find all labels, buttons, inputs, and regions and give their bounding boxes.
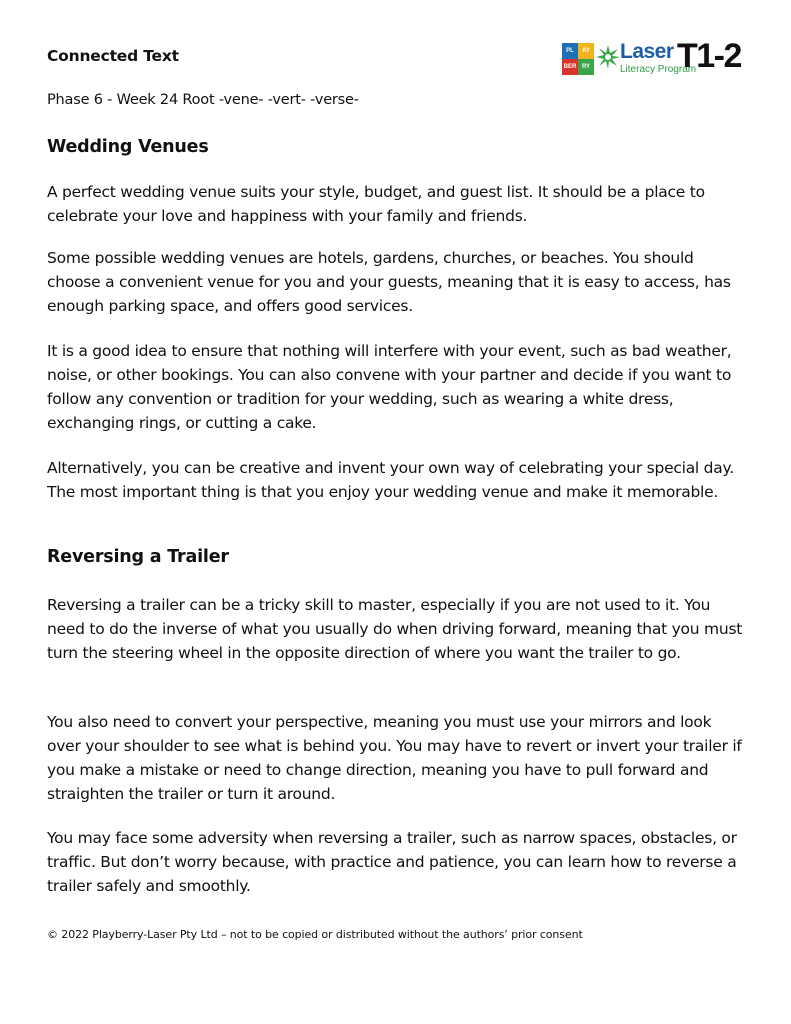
paragraph: You also need to convert your perspective, meaning you must use your mirrors and look over your shoulder to see what is behind you. You may have to revert or invert your trailer if you make a mistake or need to change direction, meaning you have to pull forward and straighten the trailer or turn it around. [47,713,742,803]
paragraph: Alternatively, you can be creative and invent your own way of celebrating your special day. The most important thing is that you enjoy your wedding venue and make it memorable. [47,459,734,501]
document-kicker: Connected Text [47,47,179,65]
paragraph: Some possible wedding venues are hotels, gardens, churches, or beaches. You should choose a convenient venue for you and your guests, meaning that it is easy to access, has enough parking space, and offers good services. [47,249,731,315]
document-subtitle: Phase 6 - Week 24 Root -vene- -vert- -verse- [47,92,359,108]
section-heading-reversing-a-trailer: Reversing a Trailer [47,547,229,567]
paragraph: A perfect wedding venue suits your style, budget, and guest list. It should be a place to celebrate your love and happiness with your family and friends. [47,183,705,225]
program-level: T1-2 [677,37,741,75]
playberry-mark-icon: PL AY BER RY [562,43,594,75]
paragraph: It is a good idea to ensure that nothing will interfere with your event, such as bad weather, noise, or other bookings. You can also convene with your partner and decide if you want to follow any convention or tradition for your wedding, such as wearing a white dress, exchanging rings, or cutting a cake. [47,342,732,432]
section-heading-wedding-venues: Wedding Venues [47,137,209,157]
paragraph: You may face some adversity when reversing a trailer, such as narrow spaces, obstacles, or traffic. But don’t worry because, with practice and patience, you can learn how to reverse a trailer safely and smoothly. [47,829,737,895]
copyright-footer: © 2022 Playberry-Laser Pty Ltd – not to be copied or distributed without the authors’ prior consent [47,928,583,941]
paragraph: Reversing a trailer can be a tricky skill to master, especially if you are not used to it. You need to do the inverse of what you usually do when driving forward, meaning that you must turn the steering wheel in the opposite direction of where you want the trailer to go. [47,596,743,662]
logo-wordmark: Laser [620,40,674,63]
logo-tagline: Literacy Program [620,64,697,75]
laser-burst-icon [596,45,620,69]
program-logo [562,37,746,79]
